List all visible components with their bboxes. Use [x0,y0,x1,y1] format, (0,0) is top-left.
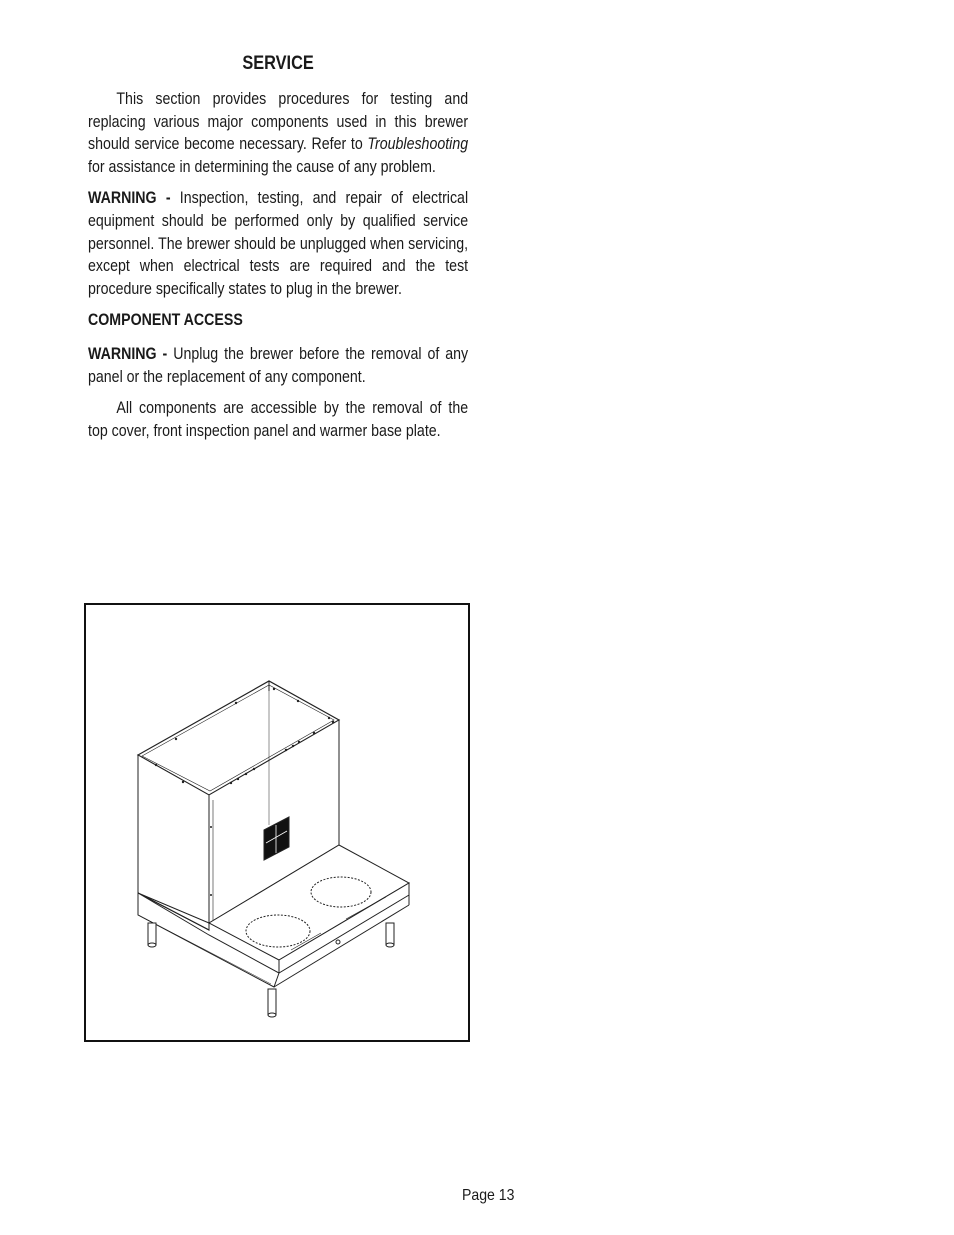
warning-paragraph-1 [88,187,468,300]
warning-label-2: WARNING - [88,344,174,363]
intro-paragraph [88,88,468,178]
brewer-illustration-frame [84,603,470,1042]
warning-text-1: Inspection, testing, and repair of electrical equipment should be performed only by qualified service personnel. The brewer should be unplugged when servicing, except when electrical tests are required and the test procedure specifically states to plug in the brewer. [88,189,469,298]
deck-indicator [336,940,340,944]
intro-text-after: for assistance in determining the cause of any problem. [88,157,436,176]
brewer-illustration [86,605,468,1040]
component-access-heading: COMPONENT ACCESS [88,311,243,330]
warning-label-1: WARNING - [88,189,180,208]
warning-text-2: Unplug the brewer before the removal of any panel or the replacement of any component. [88,344,469,386]
warning-paragraph-2 [88,343,468,388]
access-paragraph: All components are accessible by the removal of the top cover, front inspection panel and warmer base plate. [88,399,469,440]
text-column [88,52,468,451]
page-number: Page 13 [462,1187,515,1204]
intro-text-before: This section provides procedures for testing and replacing various major components used in this brewer should service become necessary. Refer to [88,90,469,154]
troubleshooting-reference: Troubleshooting [367,135,469,154]
section-title: SERVICE [242,53,314,74]
